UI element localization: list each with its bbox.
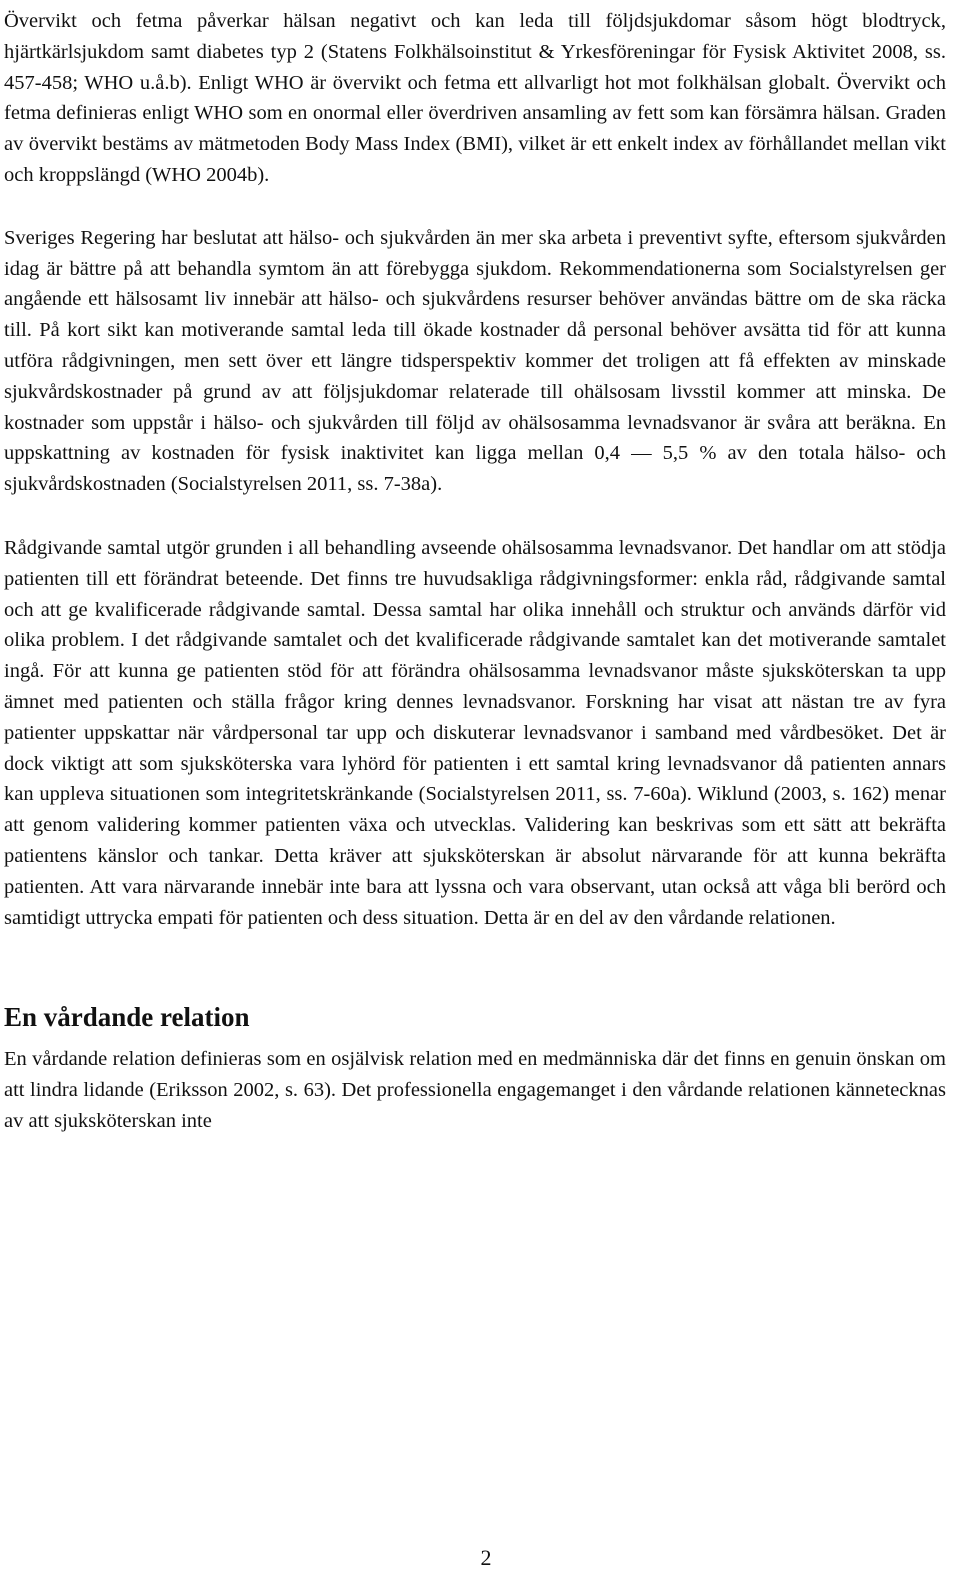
page-number-text: 2 xyxy=(480,1545,492,1570)
paragraph-overweight-health: Övervikt och fetma påverkar hälsan negativt och kan leda till följdsjukdomar såsom högt blodtryck, hjärtkärlsjukdom samt diabetes typ 2 (Statens Folkhälsoinstitut & Yrkesföreningar för Fysisk Aktivitet 2008, ss. 457-458; WHO u.å.b). Enligt WHO är övervikt och fetma ett allvarligt hot mot folkhälsan globalt. Övervikt och fetma definieras enligt WHO som en onormal eller överdriven ansamling av fett som kan försämra hälsan. Graden av övervikt bestäms av mätmetoden Body Mass Index (BMI), vilket är ett enkelt index av förhållandet mellan vikt och kroppslängd (WHO 2004b). xyxy=(4,10,946,186)
paragraph-counseling: Rådgivande samtal utgör grunden i all behandling avseende ohälsosamma levnadsvanor. Det handlar om att stödja patienten till ett förändrat beteende. Det finns tre huvudsakliga rådgivningsformer: enkla råd, rådgivande samtal och att ge kvalificerade rådgivande samtal. Dessa samtal har olika innehåll och struktur och används därför vid olika problem. I det rådgivande samtalet och det kvalificerade rådgivande samtalet kan det motiverande samtalet ingå. För att kunna ge patienten stöd för att förändra ohälsosamma levnadsvanor måste sjuksköterskan ta upp ämnet med patienten och ställa frågor kring dennes levnadsvanor. Forskning har visat att nästan tre av fyra patienter uppskattar när vårdpersonal tar upp och diskuterar levnadsvanor i samband med vårdbesöket. Det är dock viktigt att som sjuksköterska vara lyhörd för patienten i ett samtal kring levnadsvanor då patienten annars kan uppleva situationen som integritetskränkande (Socialstyrelsen 2011, ss. 7-60a). Wiklund (2003, s. 162) menar att genom validering kommer patienten växa och utvecklas. Validering kan beskrivas som ett sätt att bekräfta patientens känslor och tankar. Detta kräver att sjuksköterskan är absolut närvarande för att kunna bekräfta patienten. Att vara närvarande innebär inte bara att lyssna och vara observant, utan också att våga bli berörd och samtidigt uttrycka empati för patienten och dess situation. Detta är en del av den vårdande relationen. xyxy=(4,536,946,929)
document-page xyxy=(4,6,946,1137)
page-number xyxy=(0,1543,960,1573)
section-heading: En vårdande relation xyxy=(4,1002,250,1033)
paragraph-caring-relation: En vårdande relation definieras som en osjälvisk relation med en medmänniska där det finns en genuin önskan om att lindra lidande (Eriksson 2002, s. 63). Det professionella engagemanget i den vårdande relationen kännetecknas av att sjuksköterskan inte xyxy=(4,1048,946,1132)
paragraph-preventive-care: Sveriges Regering har beslutat att hälso- och sjukvården än mer ska arbeta i preventivt syfte, eftersom sjukvården idag är bättre på att behandla symtom än att förebygga sjukdom. Rekommendationerna som Socialstyrelsen ger angående ett hälsosamt liv innebär att hälso- och sjukvårdens resurser behöver användas bättre om de ska räcka till. På kort sikt kan motiverande samtal leda till ökade kostnader då personal behöver avsätta tid för att kunna utföra rådgivningen, men sett över ett längre tidsperspektiv kommer det troligen att få effekten av minskade sjukvårdskostnader på grund av att följsjukdomar relaterade till ohälsosam livsstil kommer att minska. De kostnader som uppstår i hälso- och sjukvården till följd av ohälsosamma levnadsvanor är svåra att beräkna. En uppskattning av kostnaden för fysisk inaktivitet kan ligga mellan 0,4 — 5,5 % av den totala hälso- och sjukvårdskostnaden (Socialstyrelsen 2011, ss. 7-38a). xyxy=(4,226,946,496)
